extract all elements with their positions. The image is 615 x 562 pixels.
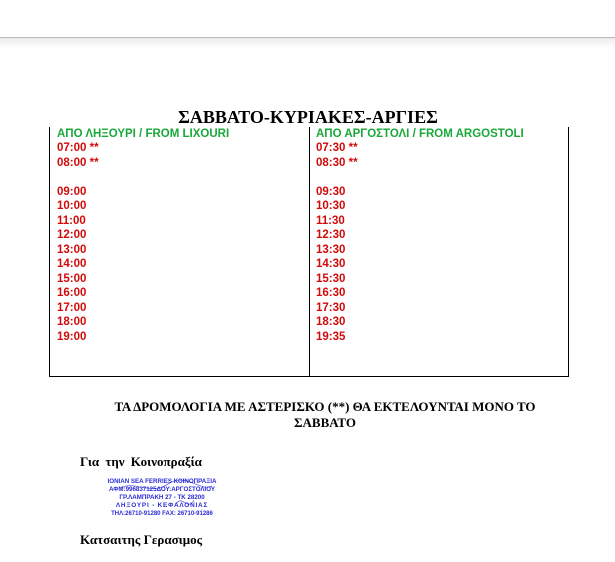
- asterisk-notice: [60, 399, 590, 431]
- browser-top-bar: [0, 0, 615, 48]
- time-list-lixouri: [57, 141, 307, 344]
- time-row: 07:30 **: [316, 142, 358, 154]
- time-row: 12:00: [57, 229, 87, 241]
- stamp-line-3: ΓΡ.ΛΑΜΠΡΑΚΗ 27 - ΤΚ 28200: [119, 494, 205, 501]
- column-from-argostoli: [316, 127, 566, 344]
- stamp-line-2: ΑΦΜ:996837125ΔΟΥ:ΑΡΓΟΣΤΟΛΙΟΥ: [109, 486, 215, 493]
- time-row: 15:00: [57, 272, 87, 285]
- time-row: 13:30: [316, 243, 346, 256]
- time-row: 15:30: [316, 272, 346, 285]
- time-row: 09:00: [57, 185, 87, 198]
- time-row: 17:00: [57, 301, 87, 314]
- time-row: 12:30: [316, 229, 346, 241]
- stamp-line-4: ΛΗΞΟΥΡΙ - ΚΕΦΑΛΟΝΙΑΣ: [115, 502, 209, 509]
- schedule-table: [49, 127, 569, 377]
- time-row: 19:35: [316, 330, 346, 343]
- time-row: 13:00: [57, 243, 87, 256]
- top-bar-shadow: [0, 38, 615, 48]
- time-row: 14:00: [57, 258, 87, 270]
- time-row: 19:00: [57, 330, 87, 343]
- column-divider: [309, 127, 310, 376]
- stamp-line-1: IONIAN SEA FERRIES ΚΟΙΝΟΠΡΑΞΙΑ: [107, 478, 217, 485]
- time-row: 18:30: [316, 316, 346, 328]
- stamp-line-5: ΤΗΛ:26710-91280 FAX: 26710-91286: [111, 511, 213, 517]
- signoff-text: Για την Κοινοπραξία: [80, 454, 202, 469]
- time-row: 11:30: [316, 214, 345, 227]
- company-stamp: [80, 474, 250, 520]
- time-row: 10:30: [316, 200, 346, 212]
- notice-line-2: ΣΑΒΒΑΤΟ: [294, 415, 356, 430]
- time-row: 17:30: [316, 301, 346, 314]
- column-header-argostoli: ΑΠΟ ΑΡΓΟΣΤΟΛΙ / FROM ARGOSTOLI: [316, 128, 524, 140]
- notice-line-1: ΤΑ ΔΡΟΜΟΛΟΓΙΑ ΜΕ ΑΣΤΕΡΙΣΚΟ (**) ΘΑ ΕΚΤΕΛΟΥΝΤΑΙ ΜΟΝΟ ΤΟ: [114, 399, 536, 414]
- time-row: 18:00: [57, 316, 87, 328]
- column-from-lixouri: [57, 127, 307, 344]
- time-row: 14:30: [316, 258, 346, 270]
- time-row: 08:00 **: [57, 156, 99, 169]
- time-row: 08:30 **: [316, 156, 358, 169]
- signatory-name: Κατσαιτης Γερασιμος: [80, 532, 203, 547]
- time-row: 16:30: [316, 287, 346, 299]
- time-row: 07:00 **: [57, 142, 99, 154]
- time-row: 09:30: [316, 185, 346, 198]
- time-list-argostoli: [316, 141, 566, 344]
- time-row: 16:00: [57, 287, 87, 299]
- page-title: ΣΑΒΒΑΤΟ-ΚΥΡΙΑΚΕΣ-ΑΡΓΙΕΣ: [178, 107, 438, 127]
- time-row: 11:00: [57, 214, 86, 227]
- column-header-lixouri: ΑΠΟ ΛΗΞΟΥΡΙ / FROM LIXOURI: [57, 128, 230, 140]
- time-row: 10:00: [57, 200, 87, 212]
